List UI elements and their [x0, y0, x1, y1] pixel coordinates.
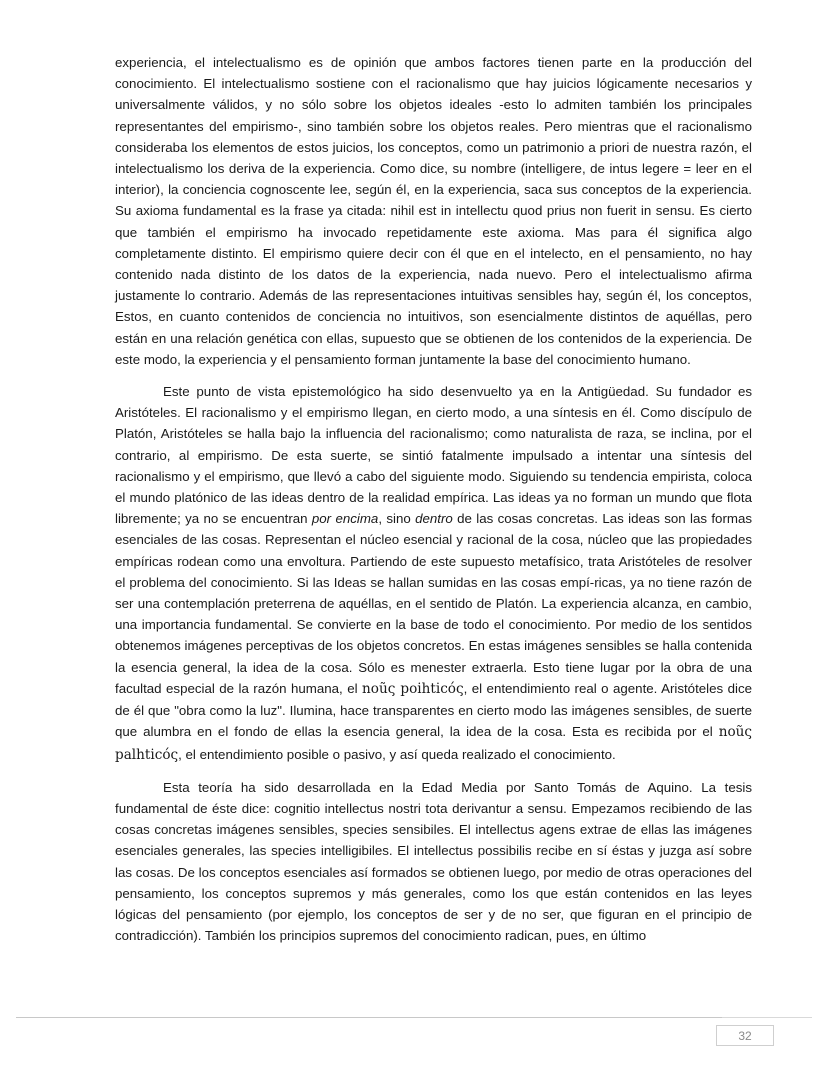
paragraph-2-seg-3: , sino — [378, 511, 416, 527]
page-number: 32 — [716, 1025, 774, 1046]
paragraph-2-seg-7: , el entendimiento posible o pasivo, y así queda realizado el conocimiento. — [178, 746, 616, 762]
page-text-body — [115, 52, 752, 946]
paragraph-2-greek-term-2: noũς palhticóς — [115, 724, 752, 763]
paragraph-2-seg-2: por encima — [311, 511, 379, 527]
paragraph-2-seg-5: de las cosas concretas. Las ideas son las formas esenciales de las cosas. Representan el núcleo esencial y racional de la cosa, núcleo que las propiedades empíricas rodean como una envoltura. Partiendo de este supuesto metafísico, trata Aristóteles de resolver el problema del conocimiento. Si las Ideas se hallan sumidas en las cosas empí-ricas, ya no tiene razón de ser una contemplación preterrena de aquéllas, en el sentido de Platón. La experiencia alcanza, en cambio, una importancia fundamental. Se convierte en la base de todo el conocimiento. Por medio de los sentidos obtenemos imágenes perceptivas de los objetos concretos. En estas imágenes sensibles se halla contenida la esencia general, la idea de la cosa. Sólo es menester extraerla. Esto tiene lugar por la obra de una facultad especial de la razón humana, el — [115, 511, 752, 696]
paragraph-2-seg-4: dentro — [415, 511, 453, 527]
page-footer — [0, 1017, 828, 1071]
paragraph-1: experiencia, el intelectualismo es de opinión que ambos factores tienen parte en la producción del conocimiento. El intelectualismo sostiene con el racionalismo que hay juicios lógicamente necesarios y universalmente válidos, y no sólo sobre los objetos ideales -esto lo admiten también los principales representantes del empirismo-, sino también sobre los objetos reales. Pero mientras que el racionalismo consideraba los elementos de estos juicios, los conceptos, como un patrimonio a priori de nuestra razón, el intelectualismo los deriva de la experiencia. Como dice, su nombre (intelligere, de intus legere = leer en el interior), la conciencia cognoscente lee, según él, en la experiencia, saca sus conceptos de la experiencia. Su axioma fundamental es la frase ya citada: nihil est in intellectu quod prius non fuerit in sensu. Es cierto que también el empirismo ha invocado repetidamente este axioma. Mas para él significa algo completamente distinto. El empirismo quiere decir con él que en el intelecto, en el pensamiento, no hay contenido nada distinto de los datos de la experiencia, nada nuevo. Pero el intelectualismo afirma justamente lo contrario. Además de las representaciones intuitivas sensibles hay, según él, los conceptos, Estos, en cuanto contenidos de conciencia no intuitivos, son esencialmente distintos de aquéllas, pero están en una relación genética con ellas, supuesto que se obtienen de los contenidos de la experiencia. De este modo, la experiencia y el pensamiento forman juntamente la base del conocimiento humano. — [115, 55, 752, 367]
paragraph-3: Esta teoría ha sido desarrollada en la Edad Media por Santo Tomás de Aquino. La tesis fundamental de éste dice: cognitio intellectus nostri tota derivantur a sensu. Empezamos recibiendo de las cosas concretas imágenes sensibles, species sensibiles. El intellectus agens extrae de ellas las imágenes esenciales generales, las species intelligibiles. El intellectus possibilis recibe en sí éstas y juzga así sobre las cosas. De los conceptos esenciales así formados se obtienen luego, por medio de otras operaciones del pensamiento, los conceptos supremos y más generales, como los que están contenidos en las leyes lógicas del pensamiento (por ejemplo, los conceptos de ser y de no ser, que figuran en el principio de contradicción). También los principios supremos del conocimiento radican, pues, en último — [115, 779, 752, 944]
paragraph-2-seg-1: Este punto de vista epistemológico ha sido desenvuelto ya en la Antigüedad. Su fundador es Aristóteles. El racionalismo y el empirismo llegan, en cierto modo, a una síntesis en él. Como discípulo de Platón, Aristóteles se halla bajo la influencia del racionalismo; como naturalista de raza, se inclina, por el contrario, al empirismo. De esta suerte, se sintió fatalmente impulsado a intentar una síntesis del racionalismo y el empirismo, que llevó a cabo del siguiente modo. Siguiendo su tendencia empirista, coloca el mundo platónico de las ideas dentro de la realidad empírica. Las ideas ya no forman un mundo que flota libremente; ya no se encuentran — [115, 384, 752, 527]
paragraph-2-seg-6: , el entendimiento real o agente. Aristóteles dice de él que "obra como la luz". Ilumina, hace transparentes en cierto modo las imágenes sensibles, de suerte que alumbra en el fondo de ellas la esencia general, la idea de la cosa. Esta es recibida por el — [115, 680, 752, 740]
paragraph-2 — [115, 381, 752, 766]
paragraph-2-greek-term-1: noũς poihticóς — [362, 680, 464, 697]
footer-divider-left — [16, 1017, 722, 1018]
